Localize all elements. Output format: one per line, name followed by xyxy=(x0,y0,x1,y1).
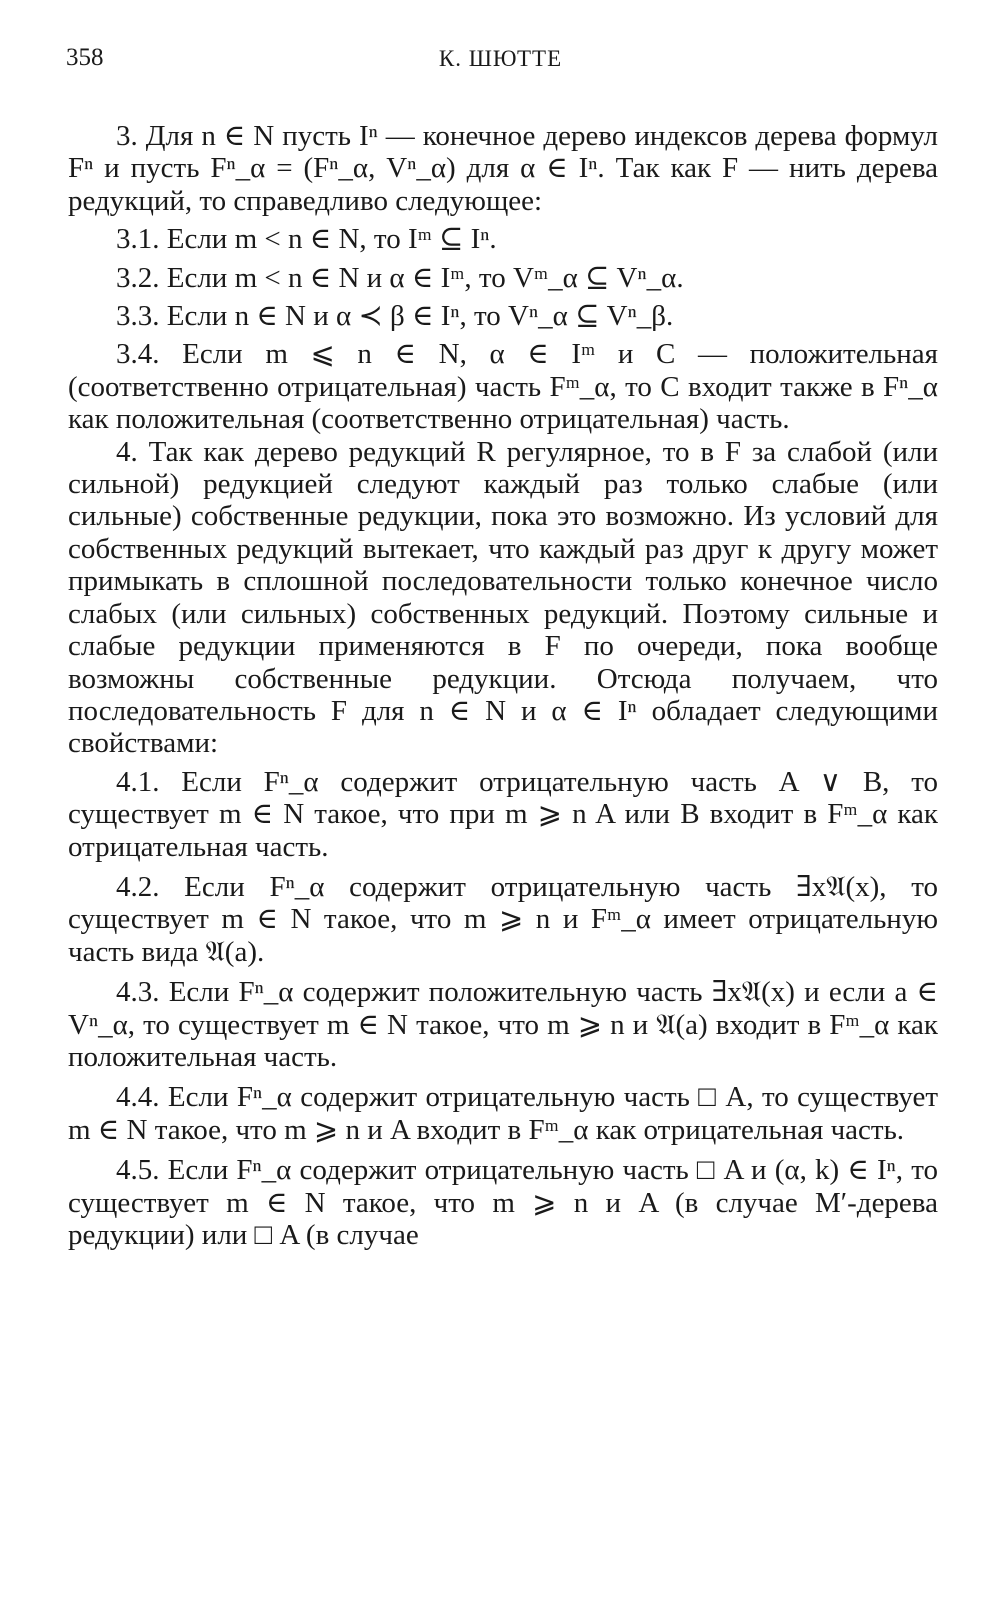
item-4-2: 4.2. Если Fⁿ_α содержит отрицательную часть ∃x𝔄(x), то существует m ∈ N такое, что m ⩾ n и Fᵐ_α имеет отрицательную часть вида 𝔄(a). xyxy=(68,870,938,968)
item-4-1: 4.1. Если Fⁿ_α содержит отрицательную часть A ∨ B, то существует m ∈ N такое, что при m ⩾ n A или B входит в Fᵐ_α как отрицательная часть. xyxy=(68,765,938,863)
item-3-4: 3.4. Если m ⩽ n ∈ N, α ∈ Iᵐ и C — положительная (соответственно отрицательная) часть Fᵐ_α, то C входит также в Fⁿ_α как положительная (соответственно отрицательная) часть. xyxy=(68,338,938,436)
item-4-3: 4.3. Если Fⁿ_α содержит положительную часть ∃x𝔄(x) и если a ∈ Vⁿ_α, то существует m ∈ N такое, что m ⩾ n и 𝔄(a) входит в Fᵐ_α как положительная часть. xyxy=(68,976,938,1073)
item-4-5: 4.5. Если Fⁿ_α содержит отрицательную часть □ A и (α, k) ∈ Iⁿ, то существует m ∈ N такое, что m ⩾ n и A (в случае M′-дерева редукции) или □ A (в случае xyxy=(68,1154,938,1251)
item-3-2: 3.2. Если m < n ∈ N и α ∈ Iᵐ, то Vᵐ_α ⊆ Vⁿ_α. xyxy=(116,261,684,294)
page-number: 358 xyxy=(66,44,104,71)
running-head: К. ШЮТТЕ xyxy=(438,46,563,71)
paragraph-3: 3. Для n ∈ N пусть Iⁿ — конечное дерево индексов дерева формул Fⁿ и пусть Fⁿ_α = (Fⁿ_α, Vⁿ_α) для α ∈ Iⁿ. Так как F — нить дерева редукций, то справедливо следующее: xyxy=(68,120,938,217)
item-3-3: 3.3. Если n ∈ N и α ≺ β ∈ Iⁿ, то Vⁿ_α ⊆ Vⁿ_β. xyxy=(116,300,674,333)
item-3-1: 3.1. Если m < n ∈ N, то Iᵐ ⊆ Iⁿ. xyxy=(116,223,497,256)
page-header xyxy=(66,44,935,84)
paragraph-4: 4. Так как дерево редукций R регулярное, то в F за слабой (или сильной) редукцией следуют каждый раз только слабые (или сильные) собственные редукции, пока это возможно. Из условий для собственных редукций вытекает, что каждый раз друг к другу может примыкать в сплошной последовательности только конечное число слабых (или сильных) собственных редукций. Поэтому сильные и слабые редукции применяются в F по очереди, пока вообще возможны собственные редукции. Отсюда получаем, что последовательность F для n ∈ N и α ∈ Iⁿ обладает следующими свойствами: xyxy=(68,435,938,760)
page-body xyxy=(68,120,938,1251)
item-4-4: 4.4. Если Fⁿ_α содержит отрицательную часть □ A, то существует m ∈ N такое, что m ⩾ n и A входит в Fᵐ_α как отрицательная часть. xyxy=(68,1081,938,1146)
